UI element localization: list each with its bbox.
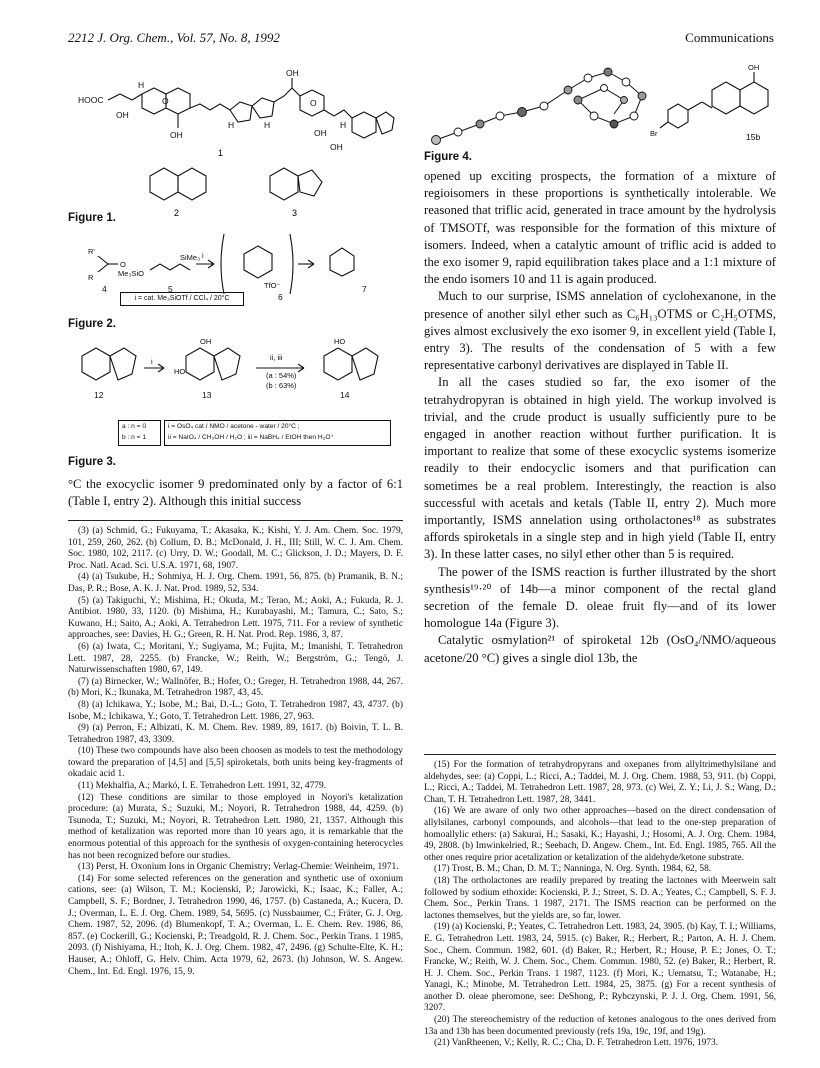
sime3-label: SiMe₃ <box>180 253 201 262</box>
compound-label-1: 1 <box>218 148 224 158</box>
legend-ii-iii: ii = NaIO₄ / CH₃OH / H₂O ; iii = NaBH₄ / EtOH then H₃O⁺ <box>168 434 334 441</box>
figure1-caption: Figure 1. <box>68 212 116 224</box>
figure1-spiroketals-2-3 <box>140 162 360 218</box>
footnote-18: (18) The ortholactones are readily prepared by treating the lactones with Meerwein salt followed by sodium ethoxide: Kocienski, P. J.; Street, S. D. A.; Yeates, C.; Campbell, S. F. J. Chem. Soc., Perkin Trans. 1 1987, 2171. The ISMS reaction can be performed on the lactones themselves, but the yields are, so far, lower. <box>424 875 776 921</box>
journal-citation: 2212 J. Org. Chem., Vol. 57, No. 8, 1992 <box>68 30 280 45</box>
h-label-1: H <box>138 80 145 90</box>
oh-label-2: OH <box>170 130 183 140</box>
figure2-caption: Figure 2. <box>68 318 116 330</box>
footnote-3: (3) (a) Schmid, G.; Fukuyama, T.; Akasaka, K.; Kishi, Y. J. Am. Chem. Soc. 1979, 101, 259, 260, 262. (b) Collum, D. B.; McDonald, J. H., III; Still, W. C. J. Am. Chem. Soc. 1980, 102, 2117. (c) Urry, D. W.; Goodall, M. C.; Glickson, J. D.; Mayers, D. F. Proc. Natl. Acad. Sci. U.S.A. 1971, 68, 1907. <box>68 526 403 571</box>
footnote-21: (21) VanRheenen, V.; Kelly, R. C.; Cha, D. F. Tetrahedron Lett. 1976, 1973. <box>434 1038 718 1049</box>
footnote-14: (14) For some selected references on the generation and synthetic use of oxonium cations, see: (a) Wilson, T. M.; Kocienski, P.; Jarowicki, K.; Isaac, K.; Faller, A.; Campbell, S. F.; Bordner, J. Tetrahedron 1990, 46, 1757. (b) Castaneda, A.; Kucera, D. J.; Overman, L. E. J. Org. Chem. 1989, 54, 5695. (c) Nussbaumer, C.; Fräter, G. J. Org. Chem. 1987, 52, 2096. (d) Blumenkopf, T. A.; Overman, L. E. Chem. Rev. 1986, 86, 857. (e) Cockerill, G.; Kocienski, P.; Treadgold, R. J. Chem. Soc., Perkin Trans. 1 1985, 2093. (f) Nishiyama, H.; Itoh, K. J. Org. Chem. 1982, 47, 2496. (g) Schulte-Elte, K. H.; Hauser, A.; Ohloff, G. Helv. Chim. Acta 1979, 62, 2673. (h) Johnson, W. S. Angew. Chem., Int. Ed. Engl. 1976, 15, 9. <box>68 873 403 977</box>
hooc-label: HOOC <box>78 95 104 105</box>
right-footnotes <box>424 760 776 1050</box>
br-label-15b: Br <box>650 129 658 138</box>
oh-label-3: OH <box>286 68 299 78</box>
section-name: Communications <box>685 30 774 45</box>
o-label: O <box>120 260 126 269</box>
compound-label-7: 7 <box>362 284 367 294</box>
legend-b: b : n = 1 <box>122 434 147 441</box>
tfo-label: TfO⁻ <box>264 281 281 290</box>
footnote-11: (11) Mekhalfia, A.; Markó, I. E. Tetrahedron Lett. 1991, 32, 4779. <box>78 781 326 792</box>
figure1-okadaic-acid-structure <box>78 66 398 158</box>
o-label-2: O <box>310 98 317 108</box>
body-paragraph: °C the exocyclic isomer 9 predominated only by a factor of 6:1 (Table I, entry 2). Although this initial success <box>68 477 403 509</box>
yield-a: (a : 54%) <box>266 371 297 380</box>
running-header <box>68 30 774 50</box>
body-paragraph-2: Much to our surprise, ISMS annelation of cyclohexanone, in the presence of another silyl ether such as C₆H₁₃OTMS or C₂H₅OTMS, gives almost exclusively the exo isomer 9, in excellent yield (Table I, entry 3). The results of the condensation of 5 with a few representative carbonyl derivatives are displayed in Table II. <box>424 289 776 373</box>
oh-label-15b: OH <box>748 63 760 72</box>
yield-b: (b : 63%) <box>266 381 297 390</box>
right-body-text <box>424 168 776 667</box>
body-paragraph-5: Catalytic osmylation²¹ of spiroketal 12b (OsO₄/NMO/aqueous acetone/20 °C) gives a single diol 13b, the <box>424 633 776 665</box>
r-prime-label: R' <box>88 247 95 256</box>
footnote-12: (12) These conditions are similar to those employed in Noyori's ketalization procedure: (a) Murata, S.; Suzuki, M.; Noyori, R. Tetrahedron 1988, 44, 4259. (b) Tsunoda, T.; Suzuki, M.; Noyori, R. Tetrahedron Lett. 1980, 21, 1357. Although this method of ketalization was reported more than 10 years ago, it is remarkable that the enormous potential of this approach for the synthesis of oxygen-containing heterocycles has not been recognized before our studies. <box>68 792 403 861</box>
ho-label-14: HO <box>334 337 346 346</box>
left-footnotes <box>68 526 403 978</box>
me3sio-label: Me₃SiO <box>118 269 144 278</box>
oh-label-13: OH <box>200 337 212 346</box>
h-label-3: H <box>264 120 271 130</box>
footnote-15: (15) For the formation of tetrahydropyrans and oxepanes from allyltrimethylsilane and aldehydes, see: (a) Coppi, L.; Ricci, A.; Taddei, M. J. Org. Chem. 1988, 53, 911. (b) Coppi, L.; Ricci, A.; Taddei, M. Tetrahedron Lett. 1987, 28, 973. (c) Wei, Z. Y.; Li, J. S.; Wang, D.; Chan, T. H. Tetrahedron Lett. 1987, 28, 3441. <box>424 760 776 805</box>
oh-label-5: OH <box>330 142 343 152</box>
footnote-16: (16) We are aware of only two other approaches—based on the direct condensation of allylsilanes, carbonyl compounds, and alcohols—that lead to the one-step preparation of homoallylic ethers: (a) Sakurai, H.; Sasaki, K.; Hayashi, J.; Hosomi, A. J. Org. Chem. 1984, 49, 2808. (b) Imwinkelried, R.; Seebach, D. Angew. Chem., Int. Ed. Engl. 1985, 765. All the other ones require prior acetalization or ketalization of the aldehyde/ketone substrate. <box>424 806 776 863</box>
body-paragraph-4: The power of the ISMS reaction is further illustrated by the short synthesis¹⁹·²⁰ of 14b—a minor component of the rectal gland secretion of the female D. oleae fruit fly—and of its lower homologue 14a (Figure 3). <box>424 564 776 631</box>
footnote-10: (10) These two compounds have also been choosen as models to test the methodology toward the preparation of [4,5] and [5,5] spiroketals, both units being key-fragments of okadaic acid 1. <box>68 746 403 780</box>
oh-label-1: OH <box>116 110 129 120</box>
figure3-synthesis-scheme <box>76 334 396 416</box>
figure3-legend-left <box>118 420 161 446</box>
compound-label-15b: 15b <box>746 132 761 142</box>
figure4-caption: Figure 4. <box>424 151 472 163</box>
compound-label-3: 3 <box>292 208 298 218</box>
o-label-1: O <box>162 96 169 106</box>
h-label-4: H <box>340 120 347 130</box>
compound-label-14: 14 <box>340 390 350 400</box>
footnote-13: (13) Perst, H. Oxonium Ions in Organic Chemistry; Verlag-Chemie: Weinheim, 1971. <box>78 862 399 873</box>
footnote-9: (9) (a) Perron, F.; Albizati, K. M. Chem. Rev. 1989, 89, 1617. (b) Boivin, T. L. B. Tetrahedron 1987, 43, 3309. <box>68 723 403 745</box>
footnote-8: (8) (a) Ichikawa, Y.; Isobe, M.; Bai, D.-L.; Goto, T. Tetrahedron 1987, 43, 4737. (b) Isobe, M.; Ichikawa, Y.; Goto, T. Tetrahedron Lett. 1986, 27, 963. <box>68 699 403 722</box>
compound-label-5: 5 <box>168 284 173 294</box>
legend-i: i = OsO₄ cat / NMO / acetone - water / 20°C ; <box>168 423 300 430</box>
footnote-4: (4) (a) Tsukube, H.; Sohmiya, H. J. Org. Chem. 1991, 56, 875. (b) Pramanik, B. N.; Das, P. R.; Bose, A. K. J. Nat. Prod. 1989, 52, 534. <box>68 572 403 594</box>
left-footnote-rule <box>68 520 403 521</box>
oh-label-4: OH <box>314 128 327 138</box>
figure2-reagent-text: i = cat. Me₃SiOTf / CCl₄ / 20°C <box>134 295 230 302</box>
compound-label-4: 4 <box>102 284 107 294</box>
reagent-i-fig3: i <box>151 357 153 366</box>
figure2-reagent-box <box>120 292 244 306</box>
legend-a: a : n = 0 <box>122 423 147 430</box>
footnote-6: (6) (a) Iwata, C.; Moritani, Y.; Sugiyama, M.; Fujita, M.; Imanishi, T. Tetrahedron Lett. 1987, 28, 2255. (b) Francke, W.; Reith, W.; Bergström, G.; Tengö, J. Naturwissenschaften 1980, 67, 149. <box>68 641 403 676</box>
ho-label-13: HO <box>174 367 186 376</box>
footnote-19: (19) (a) Kocienski, P.; Yeates, C. Tetrahedron Lett. 1983, 24, 3905. (b) Kay, T. I.; Williams, E. G. Tetrahedron Lett. 1983, 24, 5915. (c) Baker, R.; Herbert, R.; Parton, A. H. J. Chem. Soc., Chem. Commun. 1982, 601. (d) Baker, R.; Herbert, R.; House, P. E.; Jones, O. T.; Francke, W.; Reith, W. J. Chem. Soc., Chem. Commun. 1980, 52. (e) Baker, R.; Herbert, R. H. J. Chem. Soc., Perkin Trans. 1 1987, 1123. (f) Mori, K.; Uematsu, T.; Watanabe, H.; Yanagi, K.; Minobe, M. Tetrahedron Lett. 1984, 25, 3875. (g) For a recent synthesis of another D. oleae pheromone, see: DeShong, P.; Rybczynski, P. J. J. Org. Chem. 1991, 56, 3207. <box>424 922 776 1014</box>
r-label: R <box>88 273 94 282</box>
reagent-ii-iii: ii, iii <box>270 353 283 362</box>
compound-label-13: 13 <box>202 390 212 400</box>
reagent-i-label: i <box>202 251 204 260</box>
right-footnote-rule <box>424 754 776 755</box>
left-body-text <box>68 476 403 510</box>
figure4-xray-and-structure <box>428 60 778 156</box>
footnote-7: (7) (a) Birnecker, W.; Wallnöfer, B.; Hofer, O.; Greger, H. Tetrahedron 1988, 44, 267. (b) Mori, K.; Ikunaka, M. Tetrahedron 1987, 43, 45. <box>68 676 403 699</box>
footnote-5: (5) (a) Takiguchi, Y.; Mishima, H.; Okuda, M.; Terao, M.; Aoki, A.; Fukuda, R. J. Antibiot. 1980, 33, 1120. (b) Mishima, H.; Kurabayashi, M.; Tamura, C.; Sato, S.; Kuwano, H.; Saito, A.; Aoki, A. Tetrahedron Lett. 1975, 711. For a review of synthetic approaches, see: Davies, H. G.; Green, R. H. Nat. Prod. Rep. 1986, 3, 87. <box>68 595 403 641</box>
compound-label-12: 12 <box>94 390 104 400</box>
body-paragraph-3: In all the cases studied so far, the exo isomer of the tetrahydropyran is obtained in high yield. The workup involved is trivial, and the crude product is usually sufficiently pure to be engaged in another reaction without further purification. It is important to realize that some of these exocyclic systems isomerize readily to their endocyclic isomers and that purification can sometimes be a real problem. Interestingly, the reaction is also successful with acetals and ketals (Table II, entry 2). Much more importantly, ISMS annelation using ortholactones¹⁸ as substrates affords spiroketals in a single step and in high yield (Table II, entry 3). In these latter cases, no silyl ether other than 5 is required. <box>424 375 776 562</box>
compound-label-2: 2 <box>174 208 180 218</box>
footnote-20: (20) The stereochemistry of the reduction of ketones analogous to the ones derived from 13a and 13b has been documented previously (refs 19a, 19c, 19f, and 19g). <box>424 1015 776 1037</box>
h-label-2: H <box>228 120 235 130</box>
footnote-17: (17) Trost, B. M.; Chan, D. M. T.; Nanninga, N. Org. Synth. 1984, 62, 58. <box>434 864 712 875</box>
body-paragraph-1: opened up exciting prospects, the formation of a mixture of regioisomers in these proportions is synthetically intolerable. We reasoned that triflic acid, generated in trace amount by the hydrolysis of TMSOTf, was responsible for the formation of this mixture of isomers. Indeed, when a catalytic amount of triflic acid is added to the exo isomer 9, rapid equilibration takes place and a 1:1 mixture of the endo isomers 10 and 11 is again produced. <box>424 169 776 287</box>
figure3-caption: Figure 3. <box>68 456 116 468</box>
compound-label-6: 6 <box>278 292 283 302</box>
figure3-legend-right <box>164 420 391 446</box>
